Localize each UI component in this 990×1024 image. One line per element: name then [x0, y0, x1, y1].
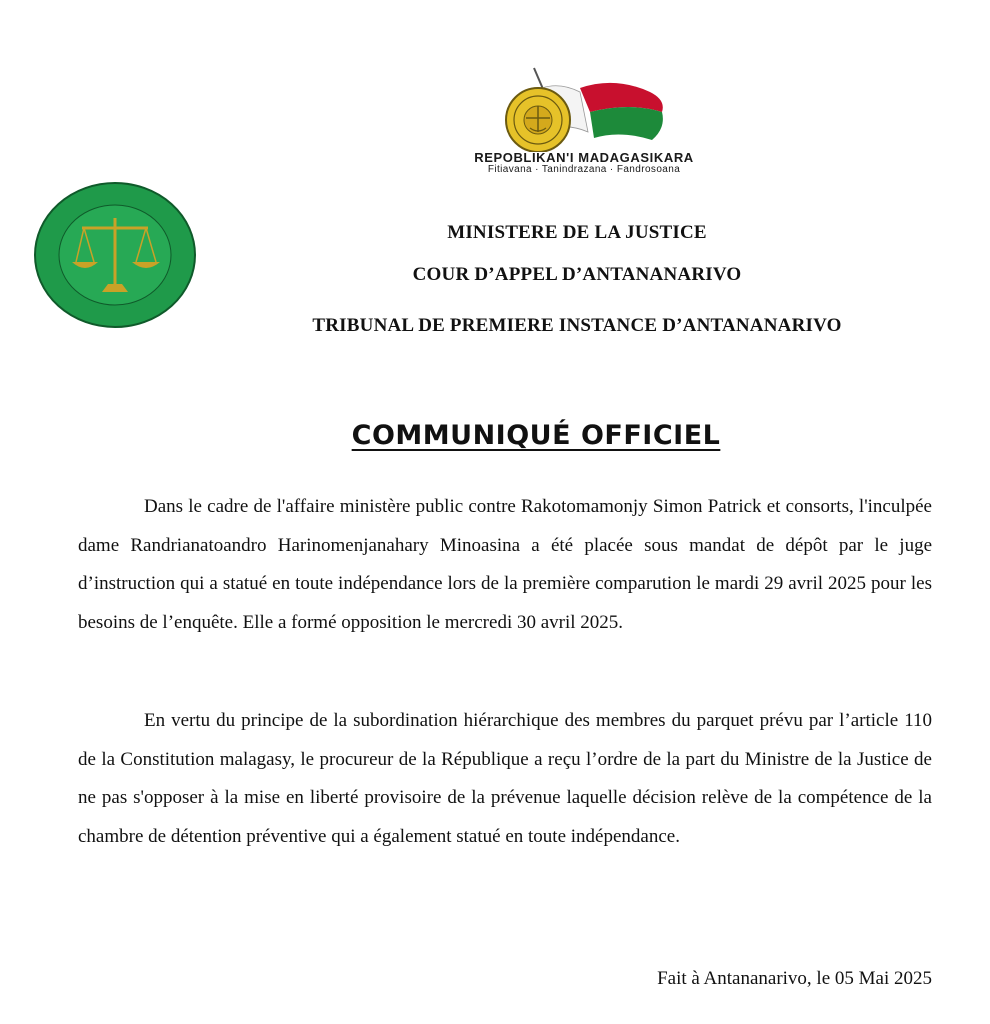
body-paragraph-2: En vertu du principe de la subordination hiérarchique des membres du parquet prévu par l’article 110 de la Constitution malagasy, le procureur de la République a reçu l’ordre de la part du Ministre de la Justice de ne pas s'opposer à la mise en liberté provisoire de la prévenue laquelle décision relève de la compétence de la chambre de détention préventive qui a également statué en toute indépendance. — [78, 710, 932, 847]
republic-emblem-icon — [430, 62, 740, 152]
header-tribunal: TRIBUNAL DE PREMIERE INSTANCE D’ANTANANARIVO — [312, 315, 842, 336]
ministry-seal-logo — [32, 180, 198, 330]
document-title-text: COMMUNIQUÉ OFFICIEL — [351, 420, 721, 451]
header-ministry: MINISTERE DE LA JUSTICE — [447, 222, 707, 243]
body-paragraph-1: Dans le cadre de l'affaire ministère public contre Rakotomamonjy Simon Patrick et consorts, l'inculpée dame Randrianatoandro Harinomenjanahary Minoasina a été placée sous mandat de dépôt par le juge d’instruction qui a statué en toute indépendance lors de la première comparution le mardi 29 avril 2025 pour les besoins de l’enquête. Elle a formé opposition le mercredi 30 avril 2025. — [78, 496, 932, 633]
date-place-line: Fait à Antananarivo, le 05 Mai 2025 — [657, 968, 932, 989]
emblem-name: REPOBLIKAN'I MADAGASIKARA — [474, 150, 694, 165]
header-cour-appel: COUR D’APPEL D’ANTANANARIVO — [412, 264, 742, 285]
emblem-motto: Fitiavana · Tanindrazana · Fandrosoana — [487, 164, 681, 175]
scales-of-justice-icon — [32, 180, 198, 330]
document-title — [0, 420, 990, 451]
republic-emblem-logo — [430, 62, 740, 174]
